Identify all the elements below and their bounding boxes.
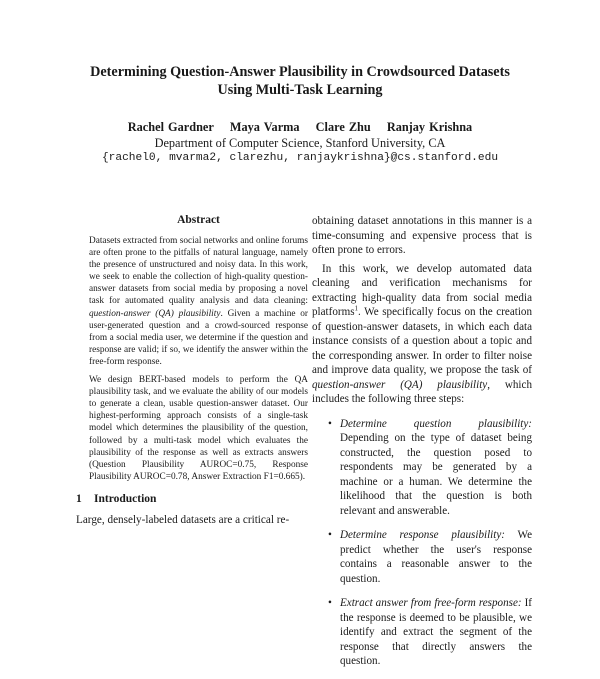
bullet-icon: •: [328, 417, 332, 430]
author-3: Clare Zhu: [315, 120, 371, 134]
section-heading-introduction: [76, 493, 308, 505]
footnote-marker: 1: [354, 304, 359, 313]
title-line-2: Using Multi-Task Learning: [217, 82, 383, 98]
abstract-paragraph-2: We design BERT-based models to perform the QA plausibility task, and we evaluate the ability of our models to generate a clean, usable question-answer dataset. Our highest-performing approach consists of a single-task model which determines the plausibility of the question, followed by a multi-task model which evaluates the plausibility of the response as well as extracts answers (Question Plausibility AUROC=0.75, Response Plausibility AUROC=0.78, Answer Extraction F1=0.665).: [89, 375, 308, 482]
title-line-1: Determining Question-Answer Plausibility in Crowdsourced Datasets: [90, 64, 510, 80]
right-column: [312, 214, 532, 679]
left-column: [76, 214, 308, 527]
list-item: • Determine question plausibility: Depending on the type of dataset being constructed, the question posed to respondents may be generated by a machine or a human. We determine the likelihood that the question is both relevant and answerable.: [328, 417, 532, 517]
section-title: Introduction: [94, 492, 157, 505]
section-number: 1: [76, 492, 82, 505]
list-item: • Determine response plausibility: We predict whether the user's response contains a reasonable answer to the question.: [328, 529, 532, 585]
abstract-paragraph-1: Datasets extracted from social networks and online forums are often prone to the pitfalls of natural language, namely the presence of unstructured and noisy data. In this work, we seek to enable the collection of high-quality question-answer datasets from social media by proposing a novel task for automated quality analysis and data cleaning: question-answer (QA) plausibility. Given a machine or user-generated question and a crowd-sourced response from a social media user, we determine if the question and response are valid; if so, we identify the answer within the free-form response.: [89, 236, 308, 367]
author-emails: {rachel0, mvarma2, clarezhu, ranjaykrishna}@cs.stanford.edu: [101, 152, 499, 164]
abstract-heading: Abstract: [177, 214, 220, 226]
body-paragraph-1: obtaining dataset annotations in this manner is a time-consuming and expensive process that is often prone to errors.: [312, 215, 532, 256]
author-names: [0, 120, 600, 136]
list-item: • Extract answer from free-form response: If the response is deemed to be plausible, we identify and extract the segment of the response that directly answers the question.: [328, 597, 532, 667]
abstract-section: [89, 214, 308, 483]
intro-first-line: Large, densely-labeled datasets are a critical re-: [76, 513, 290, 526]
author-4: Ranjay Krishna: [386, 120, 473, 134]
body-paragraph-2: In this work, we develop automated data cleaning and verification mechanisms for extracting high-quality data from social media platforms$^1$. We specifically focus on the creation of question-answer datasets, in which each data instance consists of a question about a topic and the corresponding answer. In order to filter noise and improve data quality, we propose the task of question-answer (QA) plausibility, which includes the following three steps:: [312, 262, 532, 405]
author-block: [0, 120, 600, 167]
paper-title: [0, 63, 600, 99]
bullet-icon: •: [328, 597, 332, 609]
steps-list: [312, 417, 532, 669]
bullet-icon: •: [328, 529, 332, 541]
author-1: Rachel Gardner: [127, 120, 214, 134]
author-2: Maya Varma: [229, 120, 300, 134]
affiliation: Department of Computer Science, Stanford University, CA: [154, 135, 446, 150]
